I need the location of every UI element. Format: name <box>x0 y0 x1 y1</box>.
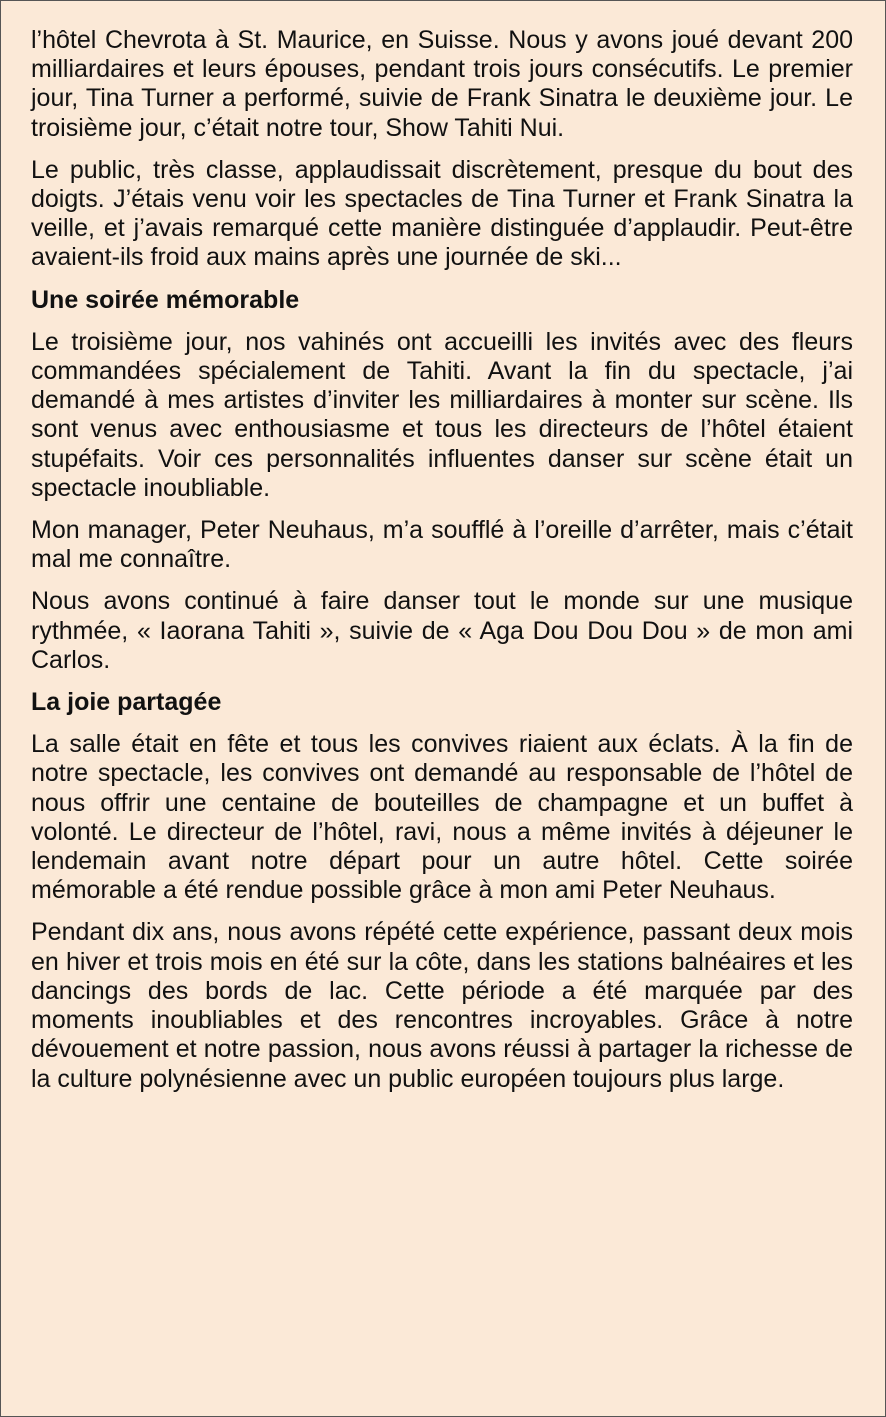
paragraph-manager: Mon manager, Peter Neuhaus, m’a soufflé à l’oreille d’arrêter, mais c’était mal me connaître. <box>31 516 853 574</box>
paragraph-music: Nous avons continué à faire danser tout le monde sur une musique rythmée, « Iaorana Tahiti », suivie de « Aga Dou Dou Dou » de mon ami Carlos. <box>31 587 853 674</box>
paragraph-ten-years: Pendant dix ans, nous avons répété cette expérience, passant deux mois en hiver et trois mois en été sur la côte, dans les stations balnéaires et les dancings des bords de lac. Cette période a été marquée par des moments inoubliables et des rencontres incroyables. Grâce à notre dévouement et notre passion, nous avons réussi à partager la richesse de la culture polynésienne avec un public européen toujours plus large. <box>31 918 853 1093</box>
paragraph-celebration: La salle était en fête et tous les convives riaient aux éclats. À la fin de notre spectacle, les convives ont demandé au responsable de l’hôtel de nous offrir une centaine de bouteilles de champagne et un buffet à volonté. Le directeur de l’hôtel, ravi, nous a même invités à déjeuner le lendemain avant notre départ pour un autre hôtel. Cette soirée mémorable a été rendue possible grâce à mon ami Peter Neuhaus. <box>31 730 853 905</box>
paragraph-third-day: Le troisième jour, nos vahinés ont accueilli les invités avec des fleurs commandées spécialement de Tahiti. Avant la fin du spectacle, j’ai demandé à mes artistes d’inviter les milliardaires à monter sur scène. Ils sont venus avec enthousiasme et tous les directeurs de l’hôtel étaient stupéfaits. Voir ces personnalités influentes danser sur scène était un spectacle inoubliable. <box>31 327 853 502</box>
paragraph-hotel-chevrota: l’hôtel Chevrota à St. Maurice, en Suisse. Nous y avons joué devant 200 milliardaires et leurs épouses, pendant trois jours consécutifs. Le premier jour, Tina Turner a performé, suivie de Frank Sinatra le deuxième jour. Le troisième jour, c’était notre tour, Show Tahiti Nui. <box>31 26 853 142</box>
section-heading-soiree: Une soirée mémorable <box>31 285 300 314</box>
paragraph-public-applause: Le public, très classe, applaudissait discrètement, presque du bout des doigts. J’étais venu voir les spectacles de Tina Turner et Frank Sinatra la veille, et j’avais remarqué cette manière distinguée d’applaudir. Peut-être avaient-ils froid aux mains après une journée de ski... <box>31 155 853 272</box>
section-heading-joie: La joie partagée <box>31 688 222 717</box>
